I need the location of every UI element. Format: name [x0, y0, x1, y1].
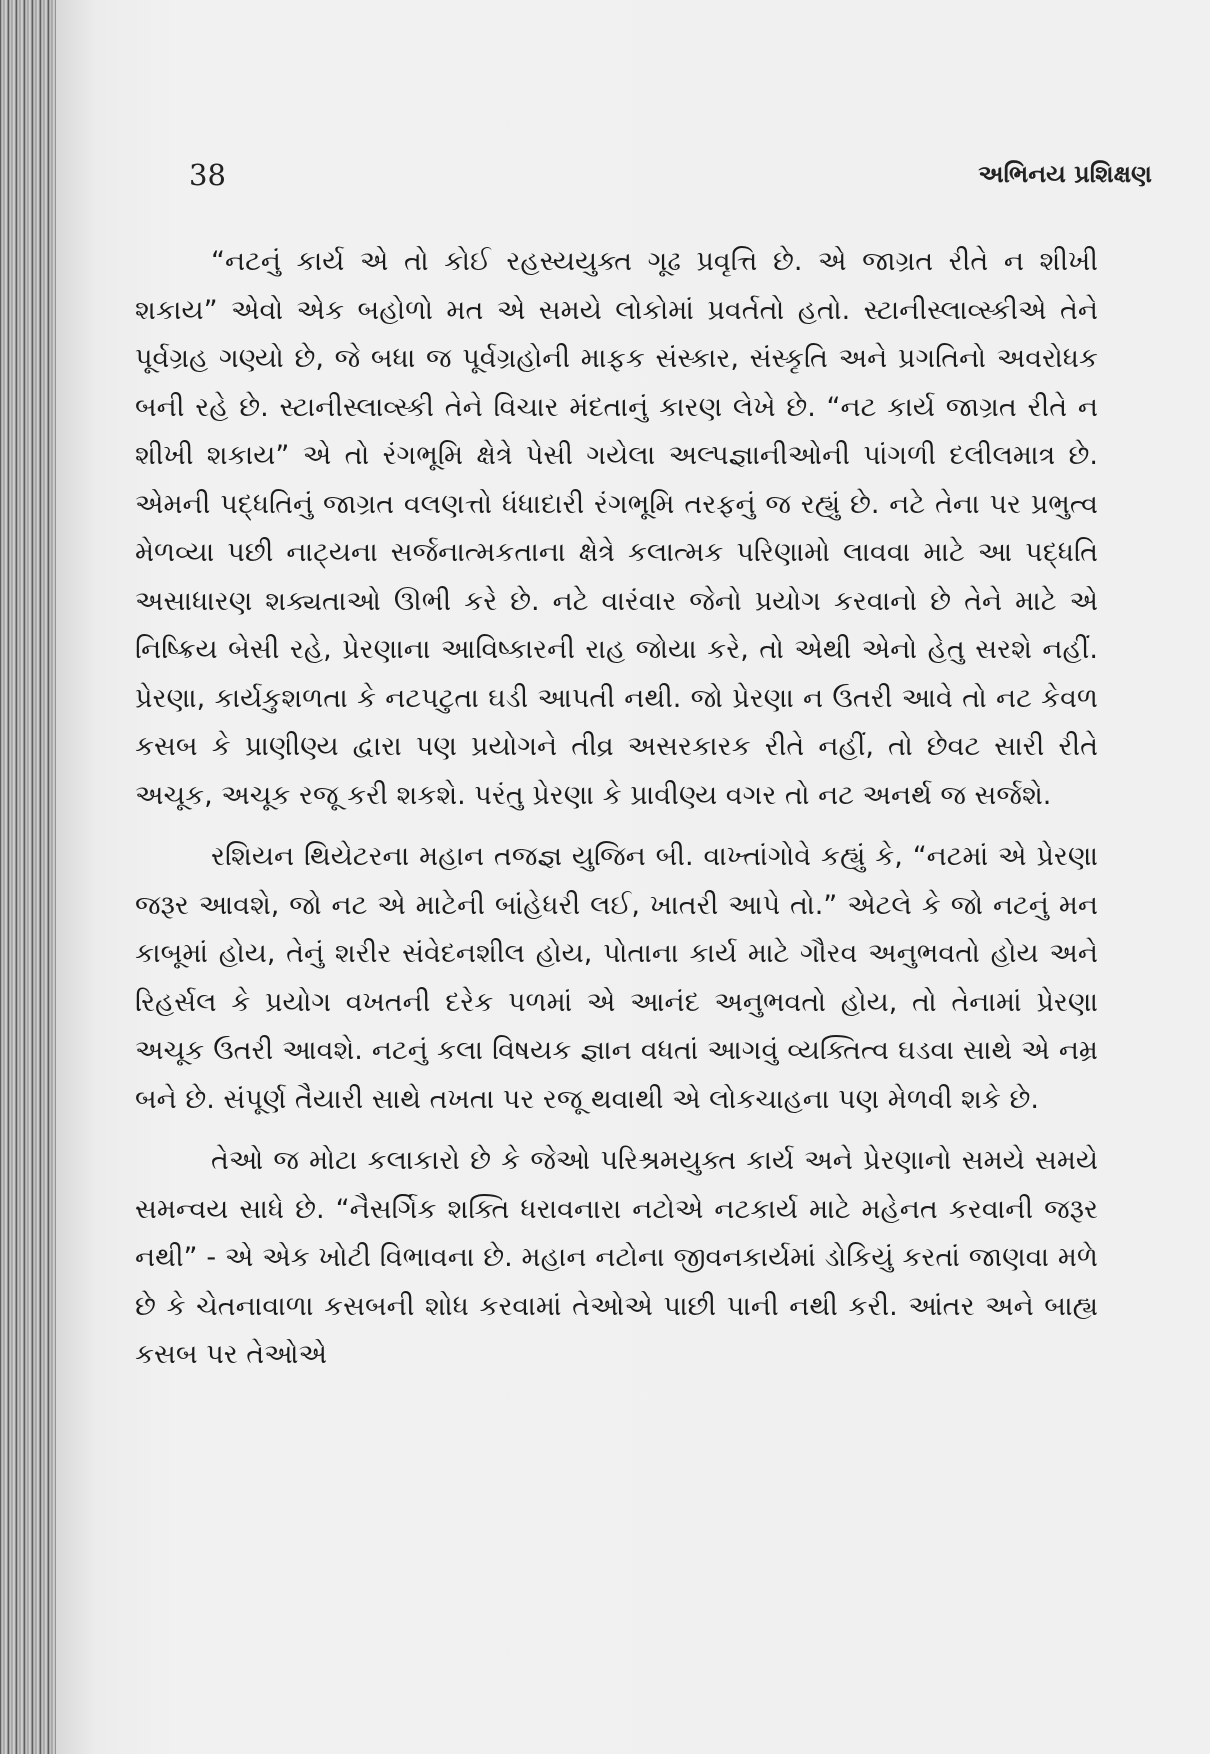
running-header: અભિનય પ્રશિક્ષણ	[978, 160, 1152, 188]
page-number: 38	[189, 158, 226, 192]
paragraph-2: રશિયન થિયેટરના મહાન તજજ્ઞ યુજિન બી. વાખ્તાંગોવે કહ્યું કે, “નટમાં એ પ્રેરણા જરૂર આવશે, જો નટ એ માટેની બાંહેધરી લઈ, ખાતરી આપે તો.” એટલે કે જો નટનું મન કાબૂમાં હોય, તેનું શરીર સંવેદનશીલ હોય, પોતાના કાર્ય માટે ગૌરવ અનુભવતો હોય અને રિહર્સલ કે પ્રયોગ વખતની દરેક પળમાં એ આનંદ અનુભવતો હોય, તો તેનામાં પ્રેરણા અચૂક ઉતરી આવશે. નટનું કલા વિષયક જ્ઞાન વધતાં આગવું વ્યક્તિત્વ ઘડવા સાથે એ નમ્ર બને છે. સંપૂર્ણ તૈયારી સાથે તખતા પર રજૂ થવાથી એ લોકચાહના પણ મેળવી શકે છે.	[135, 841, 1098, 1115]
paragraph-1: “નટનું કાર્ય એ તો કોઈ રહસ્યયુક્ત ગૂઢ પ્રવૃત્તિ છે. એ જાગ્રત રીતે ન શીખી શકાય” એવો એક બહોળો મત એ સમયે લોકોમાં પ્રવર્તતો હતો. સ્ટાનીસ્લાવ્સ્કીએ તેને પૂર્વગ્રહ ગણ્યો છે, જે બધા જ પૂર્વગ્રહોની માફક સંસ્કાર, સંસ્કૃતિ અને પ્રગતિનો અવરોધક બની રહે છે. સ્ટાનીસ્લાવ્સ્કી તેને વિચાર મંદતાનું કારણ લેખે છે. “નટ કાર્ય જાગ્રત રીતે ન શીખી શકાય” એ તો રંગભૂમિ ક્ષેત્રે પેસી ગયેલા અલ્પજ્ઞાનીઓની પાંગળી દલીલમાત્ર છે. એમની પદ્ધતિનું જાગ્રત વલણત્તો ધંધાદારી રંગભૂમિ તરફનું જ રહ્યું છે. નટે તેના પર પ્રભુત્વ મેળવ્યા પછી નાટ્યના સર્જનાત્મકતાના ક્ષેત્રે કલાત્મક પરિણામો લાવવા માટે આ પદ્ધતિ અસાધારણ શક્યતાઓ ઊભી કરે છે. નટે વારંવાર જેનો પ્રયોગ કરવાનો છે તેને માટે એ નિષ્ક્રિય બેસી રહે, પ્રેરણાના આવિષ્કારની રાહ જોયા કરે, તો એથી એનો હેતુ સરશે નહીં. પ્રેરણા, કાર્યકુશળતા કે નટપટુતા ઘડી આપતી નથી. જો પ્રેરણા ન ઉતરી આવે તો નટ કેવળ કસબ કે પ્રાણીણ્ય દ્વારા પણ પ્રયોગને તીવ્ર અસરકારક રીતે નહીં, તો છેવટ સારી રીતે અચૂક, અચૂક રજૂ કરી શકશે. પરંતુ પ્રેરણા કે પ્રાવીણ્ય વગર તો નટ અનર્થ જ સર્જશે.	[135, 246, 1098, 811]
body-text	[135, 238, 1098, 1380]
paragraph-3: તેઓ જ મોટા કલાકારો છે કે જેઓ પરિશ્રમયુક્ત કાર્ય અને પ્રેરણાનો સમયે સમયે સમન્વય સાધે છે. “નૈસર્ગિક શક્તિ ધરાવનારા નટોએ નટકાર્ય માટે મહેનત કરવાની જરૂર નથી” - એ એક ખોટી વિભાવના છે. મહાન નટોના જીવનકાર્યમાં ડોકિયું કરતાં જાણવા મળે છે કે ચેતનાવાળા કસબની શોધ કરવામાં તેઓએ પાછી પાની નથી કરી. આંતર અને બાહ્ય કસબ પર તેઓએ	[135, 1145, 1098, 1370]
